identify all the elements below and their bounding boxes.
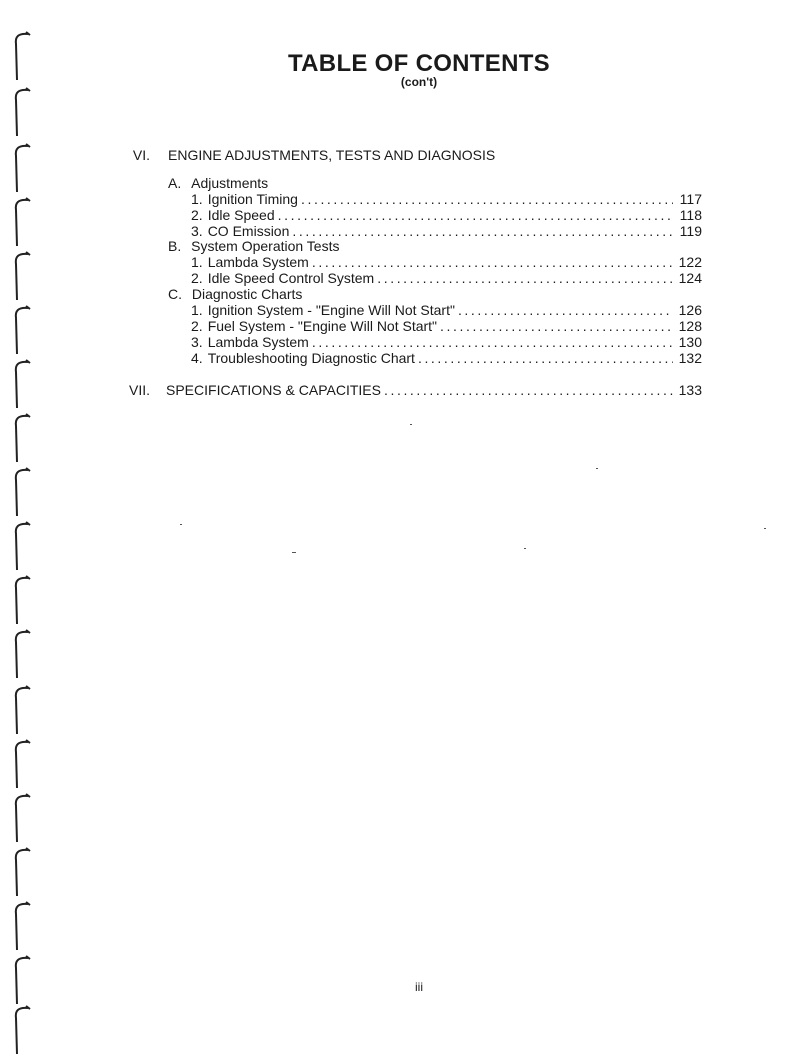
entry-label: Idle Speed	[207, 207, 275, 223]
toc-subsection-c[interactable]	[168, 286, 302, 302]
leader-dots	[377, 270, 673, 286]
entry-page: 122	[678, 254, 702, 270]
entry-page: 132	[678, 350, 702, 366]
entry-number: 3.	[191, 223, 203, 239]
toc-section-vii[interactable]	[122, 382, 702, 398]
scan-speck	[524, 548, 526, 549]
entry-number: 2.	[191, 207, 203, 223]
entry-number: 2.	[191, 270, 203, 286]
leader-dots	[312, 334, 673, 350]
section-number: VI.	[132, 147, 150, 163]
leader-dots	[440, 318, 673, 334]
toc-subsection-a[interactable]	[168, 175, 268, 191]
toc-entry[interactable]	[191, 191, 702, 207]
subsection-letter: B.	[168, 238, 182, 254]
page-title: TABLE OF CONTENTS	[288, 50, 550, 77]
entry-number: 3.	[191, 334, 203, 350]
entry-page: 133	[678, 382, 702, 398]
leader-dots	[458, 302, 673, 318]
toc-entry[interactable]	[191, 302, 702, 318]
toc-entry[interactable]	[191, 254, 702, 270]
entry-number: 1.	[191, 254, 203, 270]
scan-speck	[180, 524, 182, 525]
section-number: VII.	[128, 382, 150, 398]
scan-speck	[410, 424, 412, 425]
entry-page: 118	[679, 207, 702, 223]
subsection-title: Diagnostic Charts	[191, 286, 303, 302]
leader-dots	[292, 223, 673, 239]
toc-subsection-b[interactable]	[168, 238, 340, 254]
subsection-letter: C.	[168, 286, 182, 302]
leader-dots	[384, 382, 673, 398]
toc-entry[interactable]	[191, 270, 702, 286]
leader-dots	[418, 350, 673, 366]
page-subtitle: (con't)	[400, 75, 438, 89]
section-title: SPECIFICATIONS & CAPACITIES	[166, 382, 381, 398]
entry-number: 4.	[191, 350, 203, 366]
leader-dots	[301, 191, 673, 207]
leader-dots	[312, 254, 673, 270]
section-title: ENGINE ADJUSTMENTS, TESTS AND DIAGNOSIS	[168, 147, 496, 163]
toc-entry[interactable]	[191, 207, 702, 223]
entry-label: Fuel System - "Engine Will Not Start"	[207, 318, 438, 334]
toc-entry[interactable]	[191, 334, 702, 350]
entry-label: Ignition Timing	[207, 191, 298, 207]
entry-page: 130	[678, 334, 702, 350]
entry-label: Lambda System	[207, 254, 309, 270]
entry-page: 126	[678, 302, 702, 318]
leader-dots	[278, 207, 673, 223]
entry-page: 117	[679, 191, 702, 207]
entry-label: CO Emission	[207, 223, 290, 239]
scan-speck	[596, 468, 598, 469]
subsection-letter: A.	[168, 175, 182, 191]
entry-page: 124	[678, 270, 702, 286]
subsection-title: Adjustments	[191, 175, 269, 191]
toc-entry[interactable]	[191, 318, 702, 334]
entry-number: 1.	[191, 302, 203, 318]
scan-speck	[292, 552, 296, 553]
entry-page: 119	[679, 223, 702, 239]
entry-label: Lambda System	[207, 334, 309, 350]
subsection-title: System Operation Tests	[191, 238, 340, 254]
entry-label: Idle Speed Control System	[207, 270, 375, 286]
entry-number: 1.	[191, 191, 203, 207]
scan-speck	[764, 528, 766, 529]
entry-page: 128	[678, 318, 702, 334]
toc-entry[interactable]	[191, 350, 702, 366]
page-number: iii	[415, 980, 423, 994]
entry-label: Ignition System - "Engine Will Not Start"	[207, 302, 455, 318]
entry-number: 2.	[191, 318, 203, 334]
toc-entry[interactable]	[191, 223, 702, 239]
entry-label: Troubleshooting Diagnostic Chart	[207, 350, 415, 366]
